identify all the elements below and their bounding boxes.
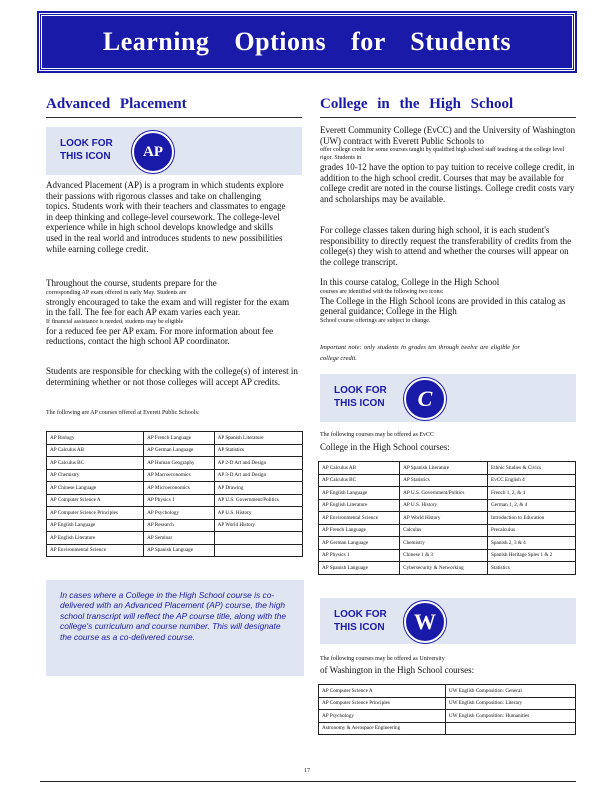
evcc-course-cell: Precalculus xyxy=(488,524,576,537)
chs-intro-text-a: Everett Community College (EvCC) and the University of Washington (UW) contract with Everett Public Schools to xyxy=(320,125,576,146)
evcc-icon: C xyxy=(404,378,446,420)
evcc-caption-small: The following courses may be offered as EvCC xyxy=(320,432,435,438)
uw-icon: W xyxy=(404,601,446,643)
ap-course-cell: AP Human Geography xyxy=(144,457,214,470)
ap-course-row xyxy=(47,544,303,557)
uw-course-row xyxy=(319,685,576,698)
ap-table-caption: The following are AP courses offered at Everett Public Schools: xyxy=(46,410,200,416)
uw-course-row xyxy=(319,697,576,710)
evcc-course-cell: Spanish 2, 3 & 4 xyxy=(488,537,576,550)
ap-course-cell: AP Calculus BC xyxy=(47,457,144,470)
co-delivered-note-text: In cases where a College in the High School course is co-delivered with an Advanced Placement (AP) course, the high school transcript will reflect the AP course title, along with the college's curriculum and course number. This will designate the course as a co-delivered course. xyxy=(60,590,287,642)
ap-course-cell: AP Psychology xyxy=(144,507,214,520)
ap-lookfor-label: LOOK FOR THIS ICON xyxy=(60,138,113,162)
title-banner xyxy=(39,13,575,71)
ap-course-cell: AP Microeconomics xyxy=(144,482,214,495)
evcc-course-cell: AP U.S. History xyxy=(400,499,488,512)
chs-icons-small-b: School course offerings are subject to change. xyxy=(320,317,431,324)
ap-courses-table xyxy=(46,431,303,557)
evcc-courses-table xyxy=(318,461,576,575)
evcc-lookfor-box xyxy=(320,374,576,422)
chs-intro-paragraph xyxy=(320,125,576,205)
uw-lookfor-label: LOOK FOR THIS ICON xyxy=(334,609,387,633)
evcc-course-cell: Chemistry xyxy=(400,537,488,550)
ap-lookfor-box xyxy=(46,127,302,175)
ap-course-cell xyxy=(214,544,302,557)
ap-intro-paragraph: Advanced Placement (AP) is a program in which students explore their passions with rigorous classes and take on challenging topics. Students work with their teachers and classmates to engage in deep thinking and college-level coursework. The college-level experience while in high school develops knowledge and skills used in the real world and introduces students to new possibilities while earning college credit. xyxy=(46,180,286,254)
ap-course-row xyxy=(47,494,303,507)
ap-course-row xyxy=(47,532,303,545)
ap-heading-rule xyxy=(46,117,302,118)
evcc-course-cell: AP French Language xyxy=(319,524,400,537)
uw-course-cell: AP Computer Science A xyxy=(319,685,446,698)
evcc-course-row xyxy=(319,474,576,487)
evcc-course-cell: AP Physics 1 xyxy=(319,549,400,562)
ap-course-cell: AP Computer Science Principles xyxy=(47,507,144,520)
ap-course-cell: AP Chemistry xyxy=(47,469,144,482)
ap-course-cell: AP Macroeconomics xyxy=(144,469,214,482)
chs-heading-rule xyxy=(320,117,576,118)
uw-course-cell: Astronomy & Aerospace Engineering xyxy=(319,722,446,735)
chs-icons-small-a: courses are identified with the following two icons: xyxy=(320,288,444,295)
ap-course-cell xyxy=(214,532,302,545)
chs-icons-paragraph xyxy=(320,277,576,325)
ap-course-cell: AP U.S. History xyxy=(214,507,302,520)
uw-caption: of Washington in the High School courses: xyxy=(320,665,475,675)
ap-course-cell: AP Chinese Language xyxy=(47,482,144,495)
ap-course-cell: AP 3-D Art and Design xyxy=(214,469,302,482)
ap-icon: AP xyxy=(132,131,174,173)
evcc-course-cell: French 1, 2, & 4 xyxy=(488,487,576,500)
evcc-course-cell: AP Calculus BC xyxy=(319,474,400,487)
co-delivered-note-box xyxy=(46,580,304,676)
ap-course-cell: AP Statistics xyxy=(214,444,302,457)
ap-course-row xyxy=(47,432,303,445)
ap-exam-paragraph xyxy=(46,278,298,347)
evcc-course-cell: AP Environmental Science xyxy=(319,512,400,525)
ap-exam-text-a: Throughout the course, students prepare for the xyxy=(46,278,217,288)
evcc-course-cell: EvCC English 4 xyxy=(488,474,576,487)
chs-intro-text-b: grades 10-12 have the option to pay tuition to receive college credit, in addition to the high school credit. Courses that may be available for college credit are noted in the course listings. College credit costs vary and scholarships may be available. xyxy=(320,162,575,204)
evcc-course-row xyxy=(319,562,576,575)
evcc-course-cell: Cybersecurity & Networking xyxy=(400,562,488,575)
evcc-course-cell: AP U.S. Government/Politics xyxy=(400,487,488,500)
ap-course-cell: AP U.S. Government/Politics xyxy=(214,494,302,507)
ap-course-cell: AP Spanish Language xyxy=(144,544,214,557)
evcc-course-row xyxy=(319,549,576,562)
ap-course-row xyxy=(47,507,303,520)
evcc-caption: College in the High School courses: xyxy=(320,442,450,452)
evcc-course-cell: AP English Literature xyxy=(319,499,400,512)
ap-course-row xyxy=(47,469,303,482)
footer-rule xyxy=(40,781,576,782)
ap-exam-small-b: If financial assistance is needed, students may be eligible xyxy=(46,318,184,325)
ap-course-row xyxy=(47,519,303,532)
ap-course-cell: AP Biology xyxy=(47,432,144,445)
ap-course-cell: AP World History xyxy=(214,519,302,532)
uw-lookfor-box xyxy=(320,598,576,644)
ap-exam-small-a: corresponding AP exam offered in early May. Students are xyxy=(46,289,187,296)
evcc-course-row xyxy=(319,499,576,512)
uw-course-cell: AP Psychology xyxy=(319,710,446,723)
uw-course-row xyxy=(319,710,576,723)
ap-course-cell: AP Drawing xyxy=(214,482,302,495)
uw-course-cell: UW English Composition: Literary xyxy=(445,697,575,710)
evcc-course-cell: German 1, 2, & 4 xyxy=(488,499,576,512)
ap-exam-text-c: for a reduced fee per AP exam. For more information about fee reductions, contact the high school AP coordinator. xyxy=(46,325,274,347)
evcc-course-cell: AP Spanish Literature xyxy=(400,462,488,475)
evcc-course-cell: Calculus xyxy=(400,524,488,537)
evcc-course-cell: Ethnic Studies & Civics xyxy=(488,462,576,475)
ap-exam-text-b: strongly encouraged to take the exam and will register for the exam in the fall. The fee for each AP exam varies each year. xyxy=(46,296,290,318)
chs-heading: College in the High School xyxy=(320,96,514,112)
uw-course-cell: UW English Composition: General xyxy=(445,685,575,698)
uw-course-row xyxy=(319,722,576,735)
uw-courses-table xyxy=(318,684,576,735)
uw-caption-small: The following courses may be offered as University xyxy=(320,656,445,662)
evcc-course-cell: AP Calculus AB xyxy=(319,462,400,475)
ap-course-row xyxy=(47,457,303,470)
ap-course-cell: AP Research xyxy=(144,519,214,532)
ap-course-row xyxy=(47,482,303,495)
uw-course-cell: AP Computer Science Principles xyxy=(319,697,446,710)
ap-course-cell: AP Computer Science A xyxy=(47,494,144,507)
evcc-course-row xyxy=(319,512,576,525)
ap-credit-paragraph: Students are responsible for checking with the college(s) of interest in determining whether or not those colleges will accept AP credits. xyxy=(46,366,298,387)
page-number: 17 xyxy=(304,768,310,774)
page-title: Learning Options for Students xyxy=(102,27,512,56)
evcc-course-cell: AP World History xyxy=(400,512,488,525)
ap-course-cell: AP Calculus AB xyxy=(47,444,144,457)
ap-course-cell: AP French Language xyxy=(144,432,214,445)
evcc-course-cell: Statistics xyxy=(488,562,576,575)
evcc-course-cell: Spanish Heritage Sples 1 & 2 xyxy=(488,549,576,562)
chs-icons-text-a: In this course catalog, College in the High School xyxy=(320,277,500,287)
ap-course-cell: AP Environmental Science xyxy=(47,544,144,557)
ap-heading: Advanced Placement xyxy=(46,96,187,112)
important-note: Important note: only students in grades ten through twelve are eligible for college credit. xyxy=(320,344,520,362)
ap-course-cell: AP 2-D Art and Design xyxy=(214,457,302,470)
evcc-course-row xyxy=(319,487,576,500)
ap-course-cell: AP Physics 1 xyxy=(144,494,214,507)
evcc-course-cell: AP English Language xyxy=(319,487,400,500)
uw-course-cell: UW English Composition: Humanities xyxy=(445,710,575,723)
chs-transfer-paragraph: For college classes taken during high school, it is each student's responsibility to directly request the transferability of credits from the college(s) they wish to attend and whether the courses will appear on the college transcript. xyxy=(320,225,572,267)
ap-course-cell: AP Spanish Literature xyxy=(214,432,302,445)
evcc-course-cell: AP Statistics xyxy=(400,474,488,487)
ap-course-cell: AP Seminar xyxy=(144,532,214,545)
evcc-course-row xyxy=(319,462,576,475)
evcc-course-cell: AP German Language xyxy=(319,537,400,550)
uw-course-cell xyxy=(445,722,575,735)
evcc-course-cell: Introduction to Education xyxy=(488,512,576,525)
chs-intro-small: offer college credit for some courses taught by qualified high school staff teaching at the college level rigor. Students in xyxy=(320,147,565,162)
ap-course-cell: AP English Literature xyxy=(47,532,144,545)
evcc-course-row xyxy=(319,537,576,550)
ap-course-cell: AP German Language xyxy=(144,444,214,457)
chs-icons-text-b: The College in the High School icons are provided in this catalog as general guidance; College in the High xyxy=(320,295,566,317)
evcc-course-row xyxy=(319,524,576,537)
ap-course-cell: AP English Language xyxy=(47,519,144,532)
evcc-course-cell: AP Spanish Language xyxy=(319,562,400,575)
ap-course-row xyxy=(47,444,303,457)
evcc-lookfor-label: LOOK FOR THIS ICON xyxy=(334,385,387,409)
evcc-course-cell: Chinese 1 & 3 xyxy=(400,549,488,562)
